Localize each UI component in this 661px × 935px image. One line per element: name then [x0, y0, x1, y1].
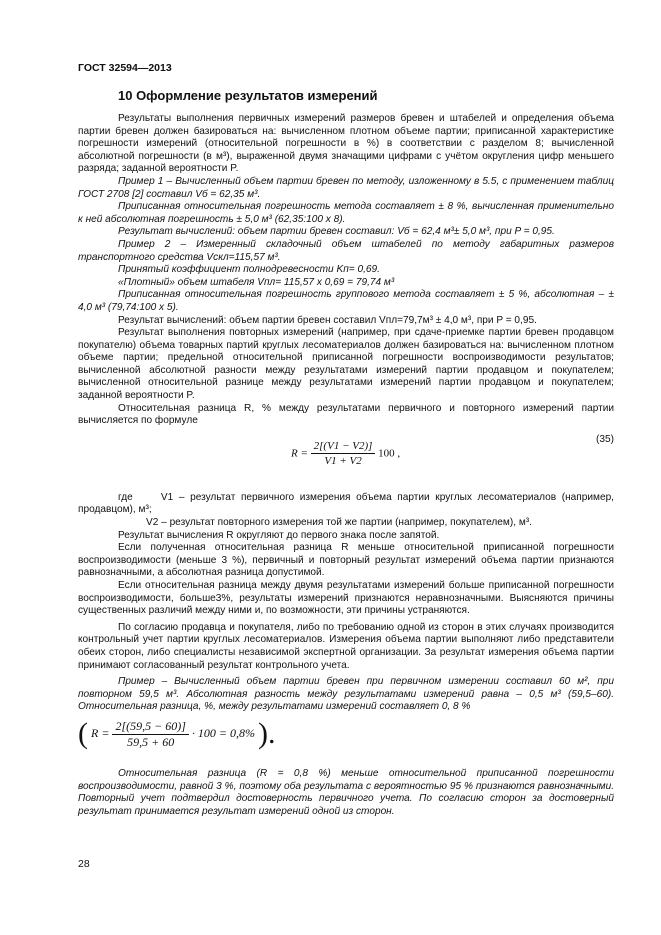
formula-35	[78, 434, 614, 478]
example-formula-tail: · 100 = 0,8%	[191, 725, 255, 740]
section-title: 10 Оформление результатов измерений	[118, 88, 378, 103]
page-number: 28	[78, 858, 90, 870]
example-1-result: Результат вычислений: объем партии бревен составил: Vб = 62,4 м³± 5,0 м³, при P = 0,95.	[118, 226, 555, 238]
example-formula-numerator: 2[(59,5 − 60)]	[112, 720, 188, 735]
open-paren: (	[78, 716, 88, 750]
formula-35-numerator: 2[(V1 − V2)]	[311, 440, 376, 455]
document-body	[78, 113, 614, 819]
example-2-result: Результат вычислений: объем партии бревен составил Vпл=79,7м³ ± 4,0 м³, при P = 0,95.	[118, 314, 537, 326]
example-1: Пример 1 – Вычисленный объем партии бревен по методу, изложенному в 5.5, с применением таблиц ГОСТ 2708 [2] составил Vб = 62,35 м³.	[78, 175, 614, 200]
example-formula-lhs: R =	[91, 725, 110, 740]
example-2-error: Приписанная относительная погрешность группового метода составляет ± 5 %, абсолютная – ± 4,0 м³ (79,74:100 x 5).	[78, 289, 614, 313]
example-formula-fraction	[112, 720, 188, 748]
example-formula-denominator: 59,5 + 60	[127, 734, 175, 749]
close-paren: ).	[257, 716, 276, 750]
example-2: Пример 2 – Измеренный складочный объем штабелей по методу габаритных размеров транспортного средства Vскл=115,57 м³.	[78, 238, 614, 263]
formula-35-tail: 100 ,	[378, 447, 401, 460]
formula-35-number: (35)	[596, 433, 614, 445]
where-v2: V2 – результат повторного измерения той же партии (например, покупателем), м³.	[146, 517, 532, 529]
example-1-error: Приписанная относительная погрешность метода составляет ± 8 %, вычисленная применительно к ней абсолютная погрешность ± 5,0 м³ (62,35:100 x 8).	[78, 201, 614, 225]
paragraph-control-count: По согласию продавца и покупателя, либо по требованию одной из сторон в этих случаях производится контрольный учет партии круглых лесоматериалов. Измерения объема партии выполняют либо представители обеих сторон, либо специалисты независимой экспертной организации. За результат измерения объема партии принимают согласованный результат контрольного учета.	[78, 621, 614, 671]
paragraph-nonequivalent: Если относительная разница между двумя результатами измерений больше приписанной погрешности воспроизводимости, больше3%, результаты измерений признаются неравнозначными. Выясняются причины существенных различий между ними и, по возможности, эти причины устраняются.	[78, 580, 614, 617]
where-v1	[78, 492, 614, 517]
example-3-conclusion: Относительная разница (R = 0,8 %) меньше относительной приписанной погрешности воспроизводимости, равной 3 %, поэтому оба результата с вероятностью 95 % признаются равнозначными. Повторный учет подтвердил достоверность первичного учета. По согласию сторон за достоверный результат принимается результат измерений одной из сторон.	[78, 768, 614, 817]
paragraph-results-primary: Результаты выполнения первичных измерений размеров бревен и штабелей и определения объема партии бревен должен базироваться на: вычисленном плотном объеме партии; приписанной характеристике погрешности измерений (относительной погрешности в %) в соответствии с разделом 8; вычисленной абсолютной погрешности (в м³), выраженной двумя значащими цифрами с учётом округления цифр меньшего разряда; заданной вероятности P.	[78, 113, 614, 175]
paragraph-equivalent: Если полученная относительная разница R меньше относительной приписанной погрешности воспроизводимости (меньше 3 %), первичный и повторный результат измерений объема партии признаются равнозначными, а абсолютная разница допустимой.	[78, 542, 614, 579]
formula-35-expression	[291, 440, 400, 468]
example-2-coefficient: Принятый коэффициент полнодревесности Kп= 0,69.	[118, 264, 380, 276]
formula-35-denominator: V1 + V2	[324, 455, 362, 468]
example-2-dense-volume: «Плотный» объем штабеля Vпл= 115,57 x 0,69 = 79,74 м³	[118, 276, 395, 288]
where-v1-text: V1 – результат первичного измерения объема партии круглых лесоматериалов (например, продавцом), м³;	[78, 491, 614, 516]
paragraph-relative-difference: Относительная разница R, % между результатами первичного и повторного измерений партии вычисляется по формуле	[78, 402, 614, 427]
paragraph-results-repeat: Результат выполнения повторных измерений (например, при сдаче-приемке партии бревен продавцом покупателю) объема товарных партий круглых лесоматериалов должен базироваться на: вычисленном плотном объеме партии; предельной относительной приписанной погрешности воспроизводимости результатов; вычисленной абсолютной разности между результатами измерений партии продавцом и покупателем; вычисленной относительной разнице между результатами измерений партии продавцом и покупателем; заданной вероятности P.	[78, 327, 614, 402]
where-label: где	[118, 491, 133, 503]
formula-35-fraction	[311, 440, 376, 468]
paragraph-rounding: Результат вычисления R округляют до первого знака после запятой.	[118, 529, 440, 541]
example-3: Пример – Вычисленный объем партии бревен при первичном измерении составил 60 м², при повторном 59,5 м³. Абсолютная разность между результатами измерений равна – 0,5 м³ (59,5–60). Относительная разница, %, между результатами измерений составляет 0, 8 %	[78, 676, 614, 713]
formula-35-lhs: R =	[291, 447, 308, 460]
example-formula	[78, 716, 614, 750]
document-code: ГОСТ 32594—2013	[78, 62, 172, 74]
